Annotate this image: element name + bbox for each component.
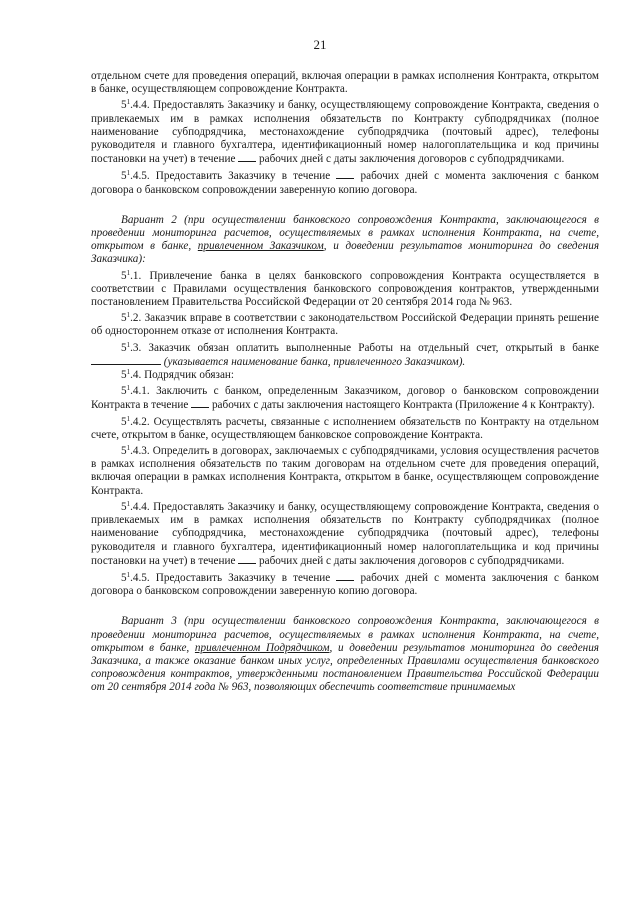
clause-5-1-4-4-v1: $5^1.4.4$. Предоставлять Заказчику и банку, осуществляющему сопровождение Контракта, сведения о привлекаемых им в рамках исполнения обязательств по Контракту субподрядчиках (полное наименование субподрядчика, местонахождение субподрядчика (почтовый адрес), телефоны руководителя и главного бухгалтера, идентификационный номер налогоплательщика и код причины постановки на учет) в течение рабочих дней с даты заключения договоров с субподрядчиками.	[91, 98, 599, 166]
clause-5-1-1: $5^1.1$. Привлечение банка в целях банковского сопровождения Контракта осуществляется в соответствии с Правилами осуществления банковского сопровождения контрактов, утвержденными постановлением Правительства Российской Федерации от 20 сентября 2014 года № 963.	[91, 268, 599, 309]
page-number: 21	[313, 37, 327, 52]
blank-field	[336, 169, 354, 179]
clause-5-1-4-2: $5^1.4.2$. Осуществлять расчеты, связанные с исполнением обязательств по Контракту на отдельном счете, открытом в банке, осуществляющем банковское сопровождение Контракта.	[91, 414, 599, 441]
clause-5-1-4: $5^1.4$. Подрядчик обязан:	[121, 368, 235, 382]
variant-3-heading: Вариант 3 (при осуществлении банковского сопровождения Контракта, заключающегося в проведении мониторинга расчетов, осуществляемых в рамках исполнения Контракта, на счете, открытом в банке, привлеченном Подрядчиком, и доведении результатов мониторинга до сведения Заказчика, а также оказание банком иных услуг, определенных Правилами осуществления банковского сопровождения контрактов, утвержденными постановлением Правительства Российской Федерации от 20 сентября 2014 года № 963, позволяющих обеспечить соответствие принимаемых	[91, 615, 600, 694]
clause-5-1-4-1: $5^1.4.1$. Заключить с банком, определенным Заказчиком, договор о банковском сопровождении Контракта в течение рабочих с даты заключения настоящего Контракта (Приложение 4 к Контракту).	[91, 384, 599, 412]
clause-5-1-4-5-v1: $5^1.4.5$. Предоставить Заказчику в течение рабочих дней с момента заключения с банком договора о банковском сопровождении заверенную копию договора.	[91, 169, 600, 196]
blank-field	[238, 554, 256, 564]
continued-paragraph: отдельном счете для проведения операций, включая операции в рамках исполнения Контракта, открытом в банке, осуществляющем сопровождение Контракта.	[91, 70, 599, 96]
blank-field	[191, 398, 209, 408]
blank-field	[238, 152, 256, 162]
clause-5-1-4-4-v2: $5^1.4.4$. Предоставлять Заказчику и банку, осуществляющему сопровождение Контракта, сведения о привлекаемых им в рамках исполнения обязательств по Контракту субподрядчиках (полное наименование субподрядчика, местонахождение субподрядчика (почтовый адрес), телефоны руководителя и главного бухгалтера, идентификационный номер налогоплательщика и код причины постановки на учет) в течение рабочих дней с даты заключения договоров с субподрядчиками.	[91, 499, 599, 567]
clause-5-1-4-3: $5^1.4.3$. Определить в договорах, заключаемых с субподрядчиками, условия осуществления расчетов в рамках исполнения обязательств по таким договорам на отдельном счете для проведения операций, включая операции в рамках исполнения Контракта, открытом в банке, осуществляющем сопровождение Контракта.	[91, 444, 599, 497]
clause-5-1-4-5-v2: $5^1.4.5$. Предоставить Заказчику в течение рабочих дней с момента заключения с банком договора о банковском сопровождении заверенную копию договора.	[91, 570, 600, 598]
blank-field	[91, 355, 161, 365]
blank-field	[336, 571, 354, 581]
document-body	[91, 70, 599, 695]
clause-5-1-3: $5^1.3$. Заказчик обязан оплатить выполненные Работы на отдельный счет, открытый в банке (указывается наименование банка, привлеченного Заказчиком).	[91, 342, 599, 369]
clause-5-1-2: $5^1.2$. Заказчик вправе в соответствии с законодательством Российской Федерации принять решение об одностороннем отказе от исполнения Контракта.	[91, 311, 599, 338]
variant-2-heading: Вариант 2 (при осуществлении банковского сопровождения Контракта, заключающегося в проведении мониторинга расчетов, осуществляемых в рамках исполнения Контракта, на счете, открытом в банке, привлеченном Заказчиком, и доведении результатов мониторинга до сведения Заказчика):	[91, 213, 600, 266]
